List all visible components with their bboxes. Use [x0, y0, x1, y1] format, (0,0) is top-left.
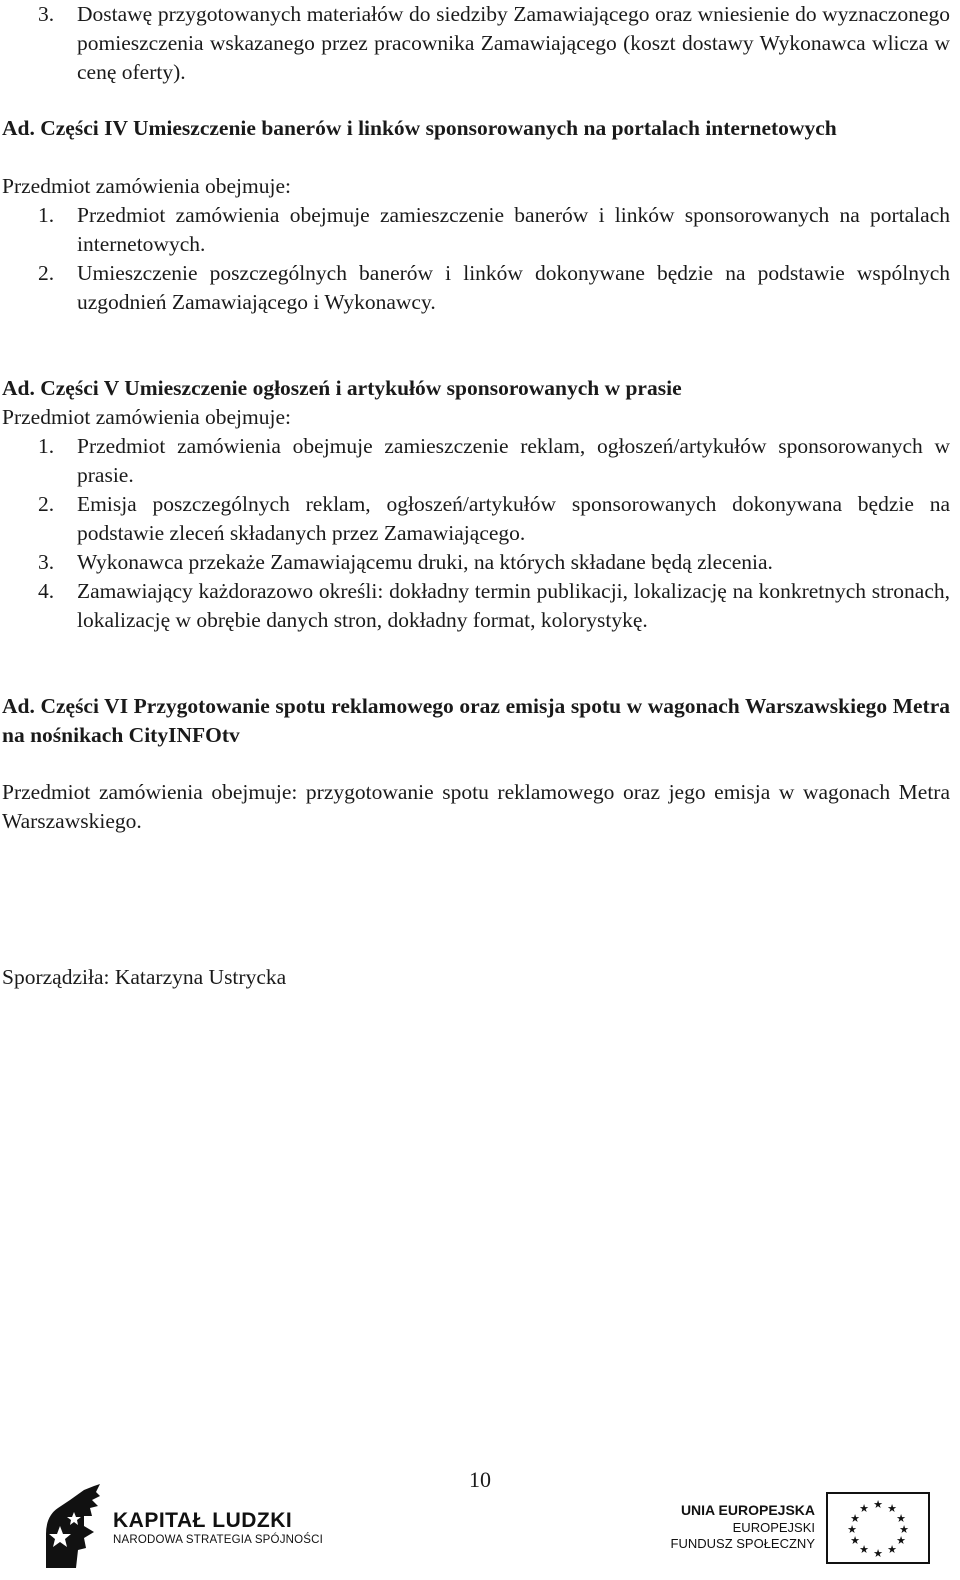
eu-title: UNIA EUROPEJSKA: [680, 1502, 815, 1518]
list-text: Przedmiot zamówienia obejmuje zamieszczenie reklam, ogłoszeń/artykułów sponsorowanych w prasie.: [77, 434, 950, 487]
signature: Sporządziła: Katarzyna Ustrycka: [2, 965, 287, 989]
svg-text:★: ★: [850, 1512, 860, 1525]
svg-text:★: ★: [873, 1547, 883, 1560]
section-text-part-vi: Przedmiot zamówienia obejmuje: przygotowanie spotu reklamowego oraz jego emisja w wagonach Metra Warszawskiego.: [2, 780, 950, 833]
svg-text:★: ★: [896, 1512, 906, 1525]
part-v-list: [2, 432, 950, 635]
list-number: 1.: [38, 434, 55, 458]
svg-text:★: ★: [859, 1502, 869, 1515]
svg-text:★: ★: [896, 1534, 906, 1547]
section-heading-part-vi: Ad. Części VI Przygotowanie spotu reklamowego oraz emisja spotu w wagonach Warszawskiego Metra na nośnikach CityINFOtv: [2, 694, 950, 747]
svg-text:★: ★: [887, 1502, 897, 1515]
svg-text:★: ★: [847, 1523, 857, 1536]
list-item: [2, 490, 950, 548]
eu-flag-icon: [826, 1492, 930, 1564]
list-number: 1.: [38, 203, 55, 227]
list-item: [2, 259, 950, 317]
list-text: Wykonawca przekaże Zamawiającemu druki, na których składane będą zlecenia.: [77, 550, 773, 574]
svg-text:★: ★: [850, 1534, 860, 1547]
kapital-ludzki-emblem-icon: [40, 1482, 106, 1570]
eu-subtitle-1: EUROPEJSKI: [732, 1520, 815, 1535]
section-heading-part-iv: Ad. Części IV Umieszczenie banerów i linków sponsorowanych na portalach internetowych: [2, 116, 837, 140]
kapital-ludzki-title: KAPITAŁ LUDZKI: [113, 1509, 293, 1532]
kapital-ludzki-logo: [40, 1482, 340, 1572]
list-number: 2.: [38, 261, 55, 285]
list-number: 3.: [38, 2, 55, 26]
list-text: Zamawiający każdorazowo określi: dokładny termin publikacji, lokalizację na konkretnych stronach, lokalizację w obrębie danych stron, dokładny format, kolorystykę.: [77, 579, 950, 632]
section-intro-part-v: Przedmiot zamówienia obejmuje:: [2, 405, 291, 429]
kapital-ludzki-subtitle: NARODOWA STRATEGIA SPÓJNOŚCI: [113, 1534, 324, 1546]
list-number: 4.: [38, 579, 55, 603]
list-text: Umieszczenie poszczególnych banerów i linków dokonywane będzie na podstawie wspólnych uzgodnień Zamawiającego i Wykonawcy.: [77, 261, 950, 314]
list-text: Dostawę przygotowanych materiałów do siedziby Zamawiającego oraz wniesienie do wyznaczonego pomieszczenia wskazanego przez pracownika Zamawiającego (koszt dostawy Wykonawca wlicza w cenę oferty).: [77, 2, 950, 84]
section-intro-part-iv: Przedmiot zamówienia obejmuje:: [2, 174, 291, 198]
section-heading-part-v: Ad. Części V Umieszczenie ogłoszeń i artykułów sponsorowanych w prasie: [2, 376, 682, 400]
list-text: Emisja poszczególnych reklam, ogłoszeń/artykułów sponsorowanych dokonywana będzie na podstawie zleceń składanych przez Zamawiającego.: [77, 492, 950, 545]
list-number: 3.: [38, 550, 55, 574]
eu-subtitle-2: FUNDUSZ SPOŁECZNY: [670, 1536, 815, 1551]
eu-logo: [670, 1490, 940, 1570]
list-item: [2, 0, 950, 87]
list-item: [2, 577, 950, 635]
page-number: 10: [469, 1467, 491, 1492]
svg-text:★: ★: [873, 1498, 883, 1511]
list-text: Przedmiot zamówienia obejmuje zamieszczenie banerów i linków sponsorowanych na portalach internetowych.: [77, 203, 950, 256]
list-number: 2.: [38, 492, 55, 516]
list-item: [2, 432, 950, 490]
list-item: [2, 201, 950, 259]
list-item: [2, 548, 950, 577]
svg-text:★: ★: [859, 1543, 869, 1556]
part-iv-list: [2, 201, 950, 317]
svg-text:★: ★: [899, 1523, 909, 1536]
svg-text:★: ★: [887, 1543, 897, 1556]
top-list: [2, 0, 950, 87]
